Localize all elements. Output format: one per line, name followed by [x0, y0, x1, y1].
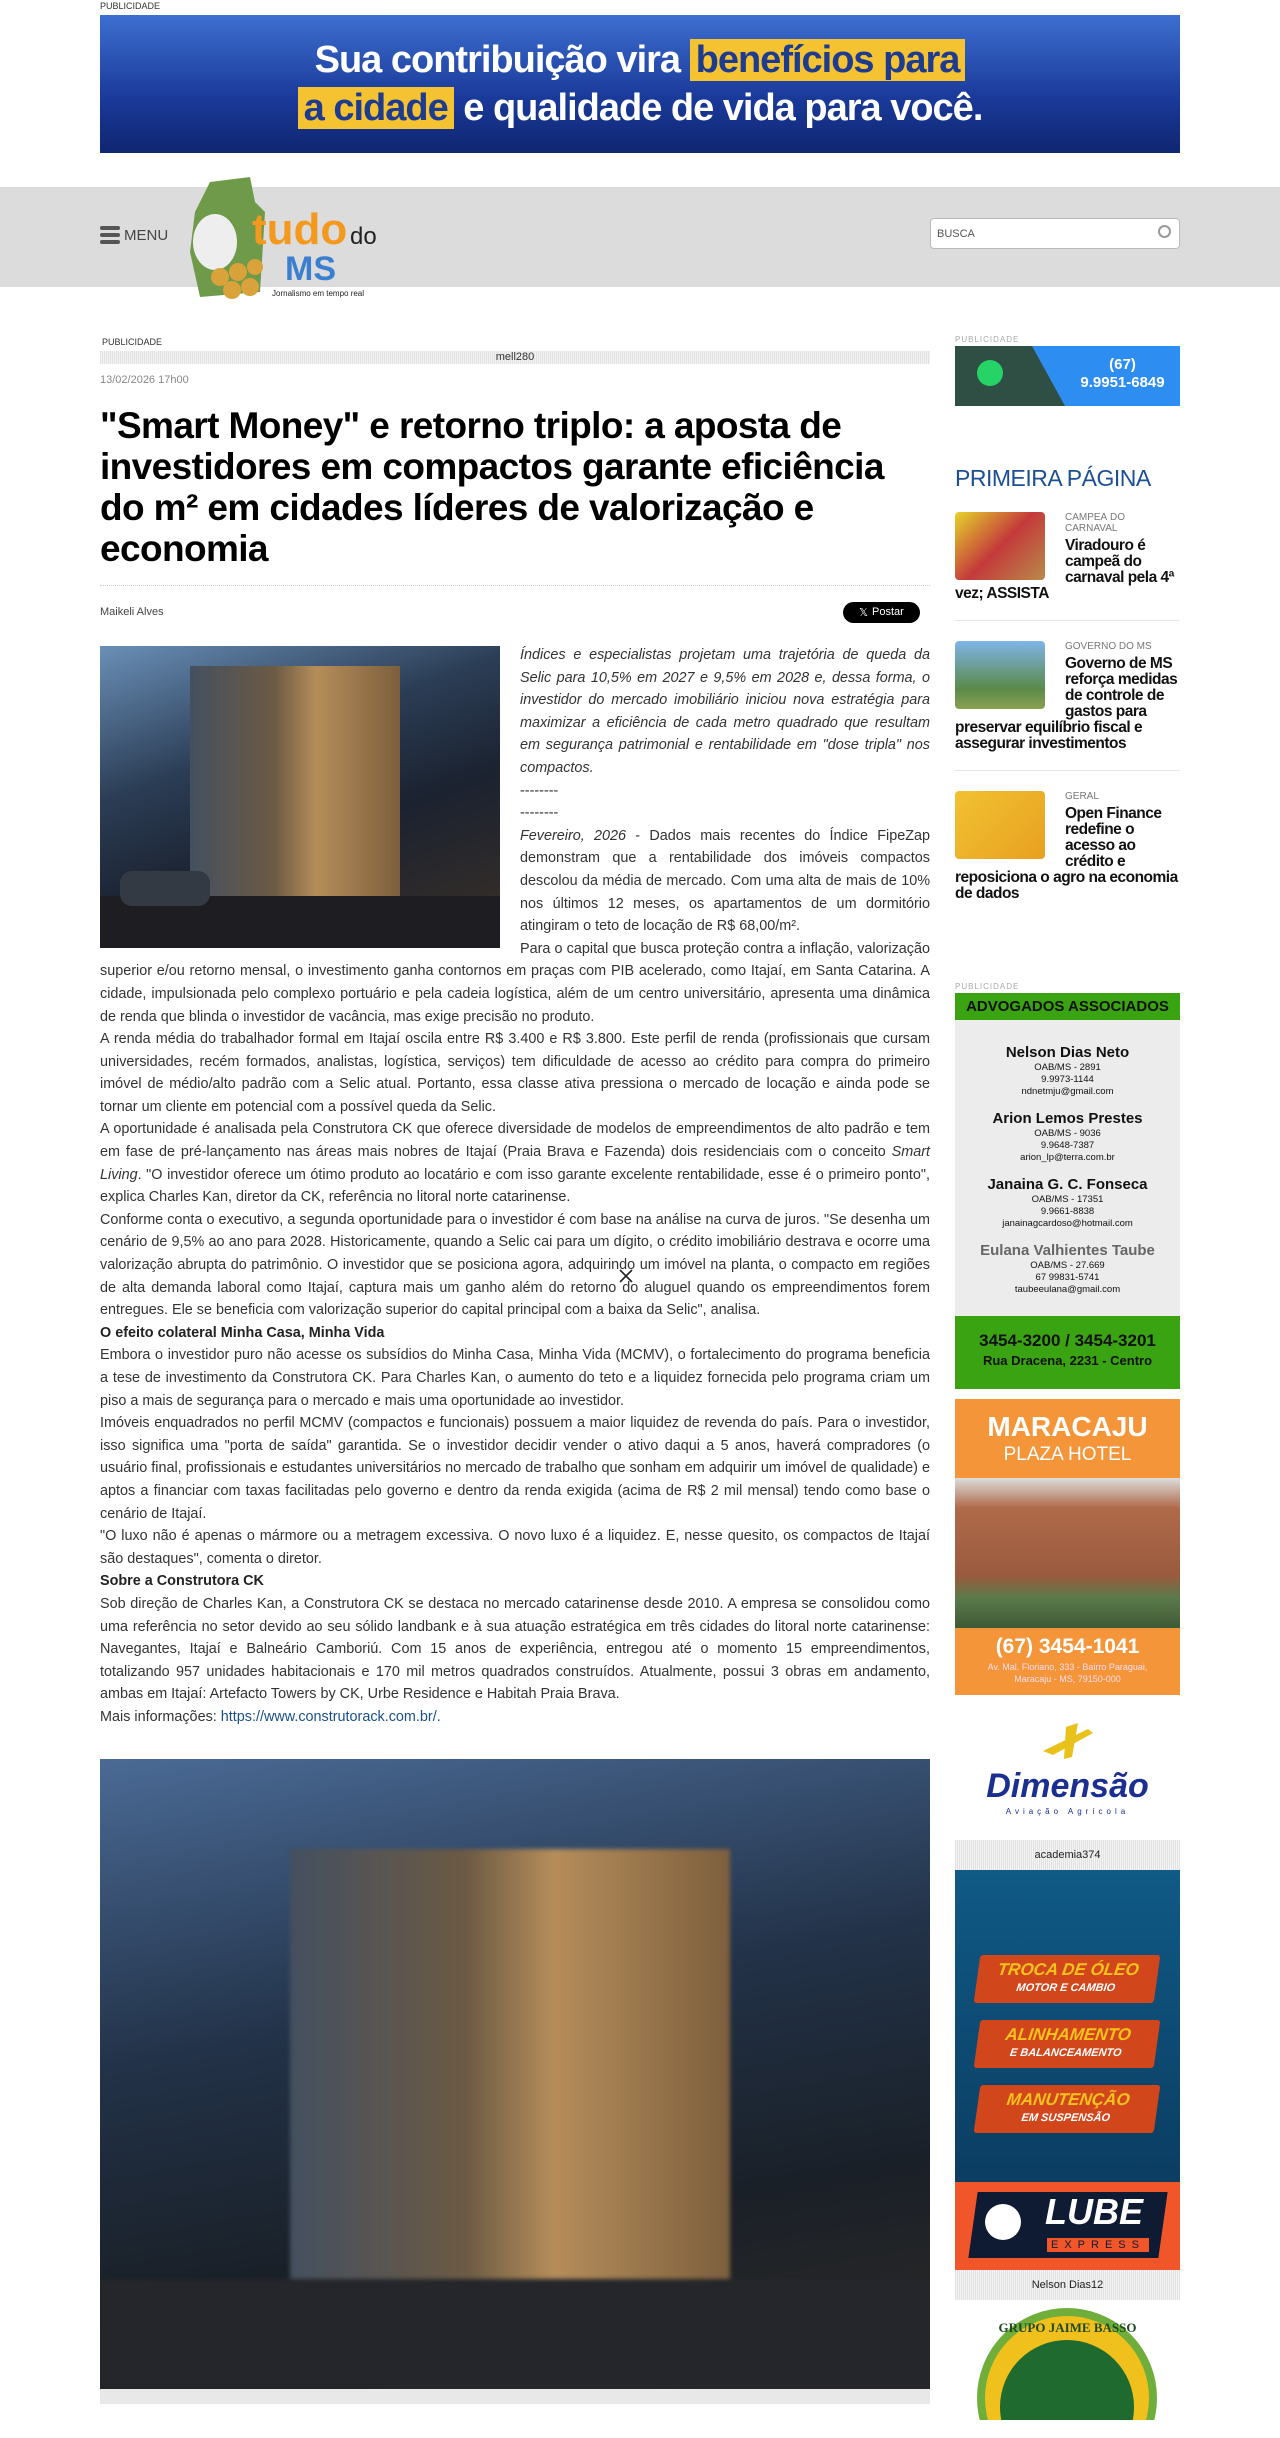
news-category: GOVERNO DO MS [1065, 641, 1152, 652]
paragraph: Embora o investidor puro não acesse os subsídios do Minha Casa, Minha Vida (MCMV), o fortalecimento do programa beneficia a tese de investimento da Construtora CK. Para Charles Kan, o aumento do teto e a liquidez fornecida pelo programa criam um piso a mais de segurança para o mercado e mais uma oportunidade ao investidor. [100, 1347, 930, 1409]
service-item: TROCA DE ÓLEO MOTOR E CAMBIO [974, 1955, 1161, 2003]
lawyer-card: Eulana Valhientes Taube OAB/MS - 27.669 67 99831-5741 taubeeulana@gmail.com [980, 1242, 1155, 1295]
hotel-address: Av. Mal. Floriano, 333 - Bairro Paraguai, Maracaju - MS, 79150-000 [987, 1662, 1148, 1684]
brand-name: GRUPO JAIME BASSO [998, 2320, 1137, 2335]
search-input[interactable] [930, 218, 1180, 249]
separator: -------- [520, 782, 559, 799]
ad-footer: 3454-3200 / 3454-3201 Rua Dracena, 2231 - Centro [955, 1316, 1180, 1389]
svg-text:tudo: tudo [252, 205, 348, 254]
ad-slot: mell280 [100, 351, 930, 364]
subheading: O efeito colateral Minha Casa, Minha Vida [100, 1324, 385, 1341]
menu-label: MENU [124, 226, 169, 244]
hotel-photo [955, 1478, 1180, 1628]
search-icon[interactable] [1158, 225, 1171, 238]
service-item: ALINHAMENTO E BALANCEAMENTO [974, 2020, 1161, 2068]
news-thumbnail [955, 512, 1045, 580]
lube-logo-icon [985, 2204, 1021, 2240]
paragraph-text: - Dados mais recentes do Índice FipeZap demonstram que a rentabilidade dos imóveis compactos descolou da média de mercado. Com uma alta de mais de 10% nos últimos 12 meses, os apartamentos de um dormitório atingiram o teto de locação de R$ 68,00/m². [520, 827, 930, 935]
lawyer-card: Nelson Dias Neto OAB/MS - 2891 9.9973-1144 ndnetmju@gmail.com [1005, 1044, 1130, 1097]
paragraph-text: A oportunidade é analisada pela Construtora CK que oferece diversidade de modelos de empreendimentos de alto padrão e tem em fase de pré-lançamento nas áreas mais nobres de Itajaí (Praia Brava e Fazenda) dois residenciais com o conceito [100, 1121, 930, 1161]
search-placeholder: BUSCA [937, 228, 975, 240]
hamburger-icon [100, 226, 120, 244]
hotel-phone: (67) 3454-1041 [995, 1635, 1140, 1658]
dimensao-ad[interactable] [955, 1715, 1180, 1840]
hotel-ad[interactable] [955, 1399, 1180, 1695]
ad-title: ADVOGADOS ASSOCIADOS [955, 993, 1180, 1020]
main-column [100, 337, 930, 2404]
divider [100, 585, 930, 586]
news-title[interactable]: Open Finance redefine o acesso ao crédito e reposiciona o agro na economia de dados [955, 805, 1178, 902]
x-share-button[interactable] [843, 602, 920, 623]
news-thumbnail [955, 791, 1045, 859]
article-title: "Smart Money" e retorno triplo: a aposta de investidores em compactos garante eficiência do m² em cidades líderes de valorização e economia [100, 405, 884, 569]
svg-text:do: do [350, 223, 377, 250]
banner-highlight: benefícios para [690, 39, 966, 81]
ad-slot: academia374 [955, 1840, 1180, 1870]
airplane-icon [1038, 1721, 1098, 1761]
article-image-large [100, 1759, 930, 2389]
share-label: Postar [872, 606, 904, 618]
paragraph: Imóveis enquadrados no perfil MCMV (compactos e funcionais) possuem a maior liquidez de revenda do país. Para o investidor, isso significa uma "porta de saída" garantida. Se o investidor decidir vender o ativo daqui a 5 anos, haverá compradores (o usuário final, profissionais e estudantes universitários no mercado de trabalho que sonham em adquirir um imóvel de qualidade) e aptos a financiar com taxas facilitadas pelo governo e dentro da renda exigida (acima de R$ 2 mil mensal) tendo como base o cenário de Itajaí. [100, 1415, 930, 1522]
whatsapp-ad[interactable] [955, 346, 1180, 406]
ad-label: PUBLICIDADE [955, 982, 1020, 991]
news-item[interactable] [955, 641, 1180, 752]
brand-sub: Aviação Agrícola [1005, 1807, 1130, 1816]
divider [955, 620, 1180, 621]
top-banner-ad[interactable] [100, 15, 1180, 153]
sidebar [955, 335, 1180, 2420]
paragraph: Conforme conta o executivo, a segunda oportunidade para o investidor é com base na análise na curva de juros. "Se desenha um cenário de 9,5% ao ano para 2028. Historicamente, quando a Selic cai para um dígito, o crédito imobiliário destrava e ocorre uma valorização abrupta do patrimônio. O investidor que se posiciona agora, adquirindo um imóvel na planta, o compacto em regiões de alta demanda laboral como Itajaí, captura mais um ganho além do retorno do aluguel quando os empreendimentos forem entregues. Ele se beneficia com valorização superior do capital principal com a baixa da Selic", analisa. [100, 1211, 930, 1319]
ad-label: PUBLICIDADE [102, 337, 163, 347]
news-thumbnail [955, 641, 1045, 709]
news-item[interactable] [955, 512, 1180, 602]
ad-slot: Nelson Dias12 [955, 2270, 1180, 2300]
hotel-name: MARACAJU [987, 1411, 1148, 1442]
banner-highlight: a cidade [298, 87, 454, 129]
author-row [100, 600, 930, 624]
website-link[interactable]: https://www.construtorack.com.br/. [220, 1708, 441, 1725]
lube-express-ad[interactable] [955, 2182, 1180, 2270]
emphasis: Smart Living [100, 1144, 930, 1183]
lawyers-ad[interactable] [955, 993, 1180, 1389]
ad-label: PUBLICIDADE [100, 1, 161, 11]
article-lead: Índices e especialistas projetam uma trajetória de queda da Selic para 10,5% em 2027 e 9,5% em 2028 e, dessa forma, o investidor do mercado imobiliário iniciou nova estratégia para maximizar a eficiência de cada metro quadrado que resultam em segurança patrimonial e rentabilidade em "dose tripla" nos compactos. [520, 647, 930, 776]
jaime-basso-ad[interactable] [955, 2300, 1180, 2420]
hotel-sub: PLAZA HOTEL [1003, 1444, 1132, 1465]
news-item[interactable] [955, 791, 1180, 902]
subheading: Sobre a Construtora CK [100, 1573, 264, 1590]
ad-label: PUBLICIDADE [955, 335, 1020, 344]
menu-button[interactable] [100, 226, 168, 244]
banner-text: e qualidade de vida para você. [463, 87, 983, 129]
paragraph: Para o capital que busca proteção contra a inflação, valorização superior e/ou retorno mensal, o investimento ganha contornos em praças com PIB acelerado, como Itajaí, em Santa Catarina. A cidade, impulsionada pelo complexo portuário e pela cadeia logística, além de um centro universitário, apresenta uma dinâmica de renda que blinda o investidor de vacância, mas exige precisão no produto. [100, 940, 930, 1025]
image-caption-bar [100, 2389, 930, 2404]
close-icon[interactable] [618, 1268, 634, 1284]
paragraph [100, 1706, 930, 1729]
lawyer-card: Arion Lemos Prestes OAB/MS - 9036 9.9648-7387 arion_lp@terra.com.br [992, 1110, 1143, 1163]
dateline: Fevereiro, 2026 [520, 827, 627, 844]
article-author: Maikeli Alves [100, 606, 164, 618]
brand-sub: EXPRESS [1047, 2238, 1149, 2252]
paragraph: Sob direção de Charles Kan, a Construtora CK se destaca no mercado catarinense desde 2010. A empresa se consolidou como uma referência no setor devido ao seu sólido landbank e à sua atuação estratégica em três cidades do litoral norte catarinense: Navegantes, Itajaí e Balneário Camboriú. Com 15 anos de experiência, entregou até o momento 15 empreendimentos, totalizando 957 unidades habitacionais e 170 mil metros quadrados construídos. Atualmente, possui 3 obras em andamento, ambas em Itajaí: Artefacto Towers by CK, Urbe Residence e Habitah Praia Brava. [100, 1595, 930, 1703]
service-item: MANUTENÇÃO EM SUSPENSÃO [974, 2085, 1161, 2133]
paragraph [100, 1118, 930, 1208]
oil-service-ad[interactable] [955, 1870, 1180, 2182]
news-title[interactable]: Viradouro é campeã do carnaval pela 4ª vez; ASSISTA [955, 537, 1174, 602]
svg-text:MS: MS [285, 250, 336, 288]
brand-name: Dimensão [986, 1767, 1149, 1805]
brand-name: LUBE [1045, 2191, 1143, 2232]
phone-area: (67) [1109, 356, 1136, 373]
more-info-label: Mais informações: [100, 1708, 221, 1725]
phone-number: 9.9951-6849 [1080, 374, 1165, 391]
whatsapp-icon [977, 360, 1003, 386]
section-title: PRIMEIRA PÁGINA [955, 465, 1151, 491]
x-logo-icon: 𝕏 [859, 606, 869, 619]
article-body [100, 644, 930, 1729]
article-image [100, 646, 500, 948]
paragraph: A renda média do trabalhador formal em Itajaí oscila entre R$ 3.400 e R$ 3.800. Este perfil de renda (profissionais que cursam universidades, recém formados, analistas, logística, serviços) tem dificuldade de acesso ao crédito para compra do primeiro imóvel de médio/alto padrão com a Selic atual. Portanto, essa classe ativa pressiona o mercado de locação e ainda pode se tornar um cliente em potencial com a possível queda da Selic. [100, 1031, 930, 1115]
article-date: 13/02/2026 17h00 [100, 374, 189, 386]
lawyer-card: Janaina G. C. Fonseca OAB/MS - 17351 9.9661-8838 janainagcardoso@hotmail.com [987, 1176, 1148, 1229]
news-title[interactable]: Governo de MS reforça medidas de controle de gastos para preservar equilíbrio fiscal e assegurar investimentos [955, 655, 1178, 752]
paragraph-text: . "O investidor oferece um ótimo produto ao locatário e com isso garante excelente rentabilidade, esse é o primeiro ponto", explica Charles Kan, diretor da CK, referência no litoral norte catarinense. [100, 1166, 930, 1206]
banner-text: Sua contribuição vira [314, 39, 681, 81]
separator: -------- [520, 805, 559, 822]
site-logo[interactable] [180, 172, 395, 300]
paragraph: "O luxo não é apenas o mármore ou a metragem excessiva. O novo luxo é a liquidez. E, nesse quesito, os compactos de Itajaí são destaques", comenta o diretor. [100, 1528, 930, 1567]
news-category: GERAL [1065, 791, 1099, 802]
news-category: CAMPEÃ DO CARNAVAL [1065, 512, 1126, 534]
svg-text:Jornalismo em tempo real: Jornalismo em tempo real [272, 289, 365, 298]
divider [955, 770, 1180, 771]
